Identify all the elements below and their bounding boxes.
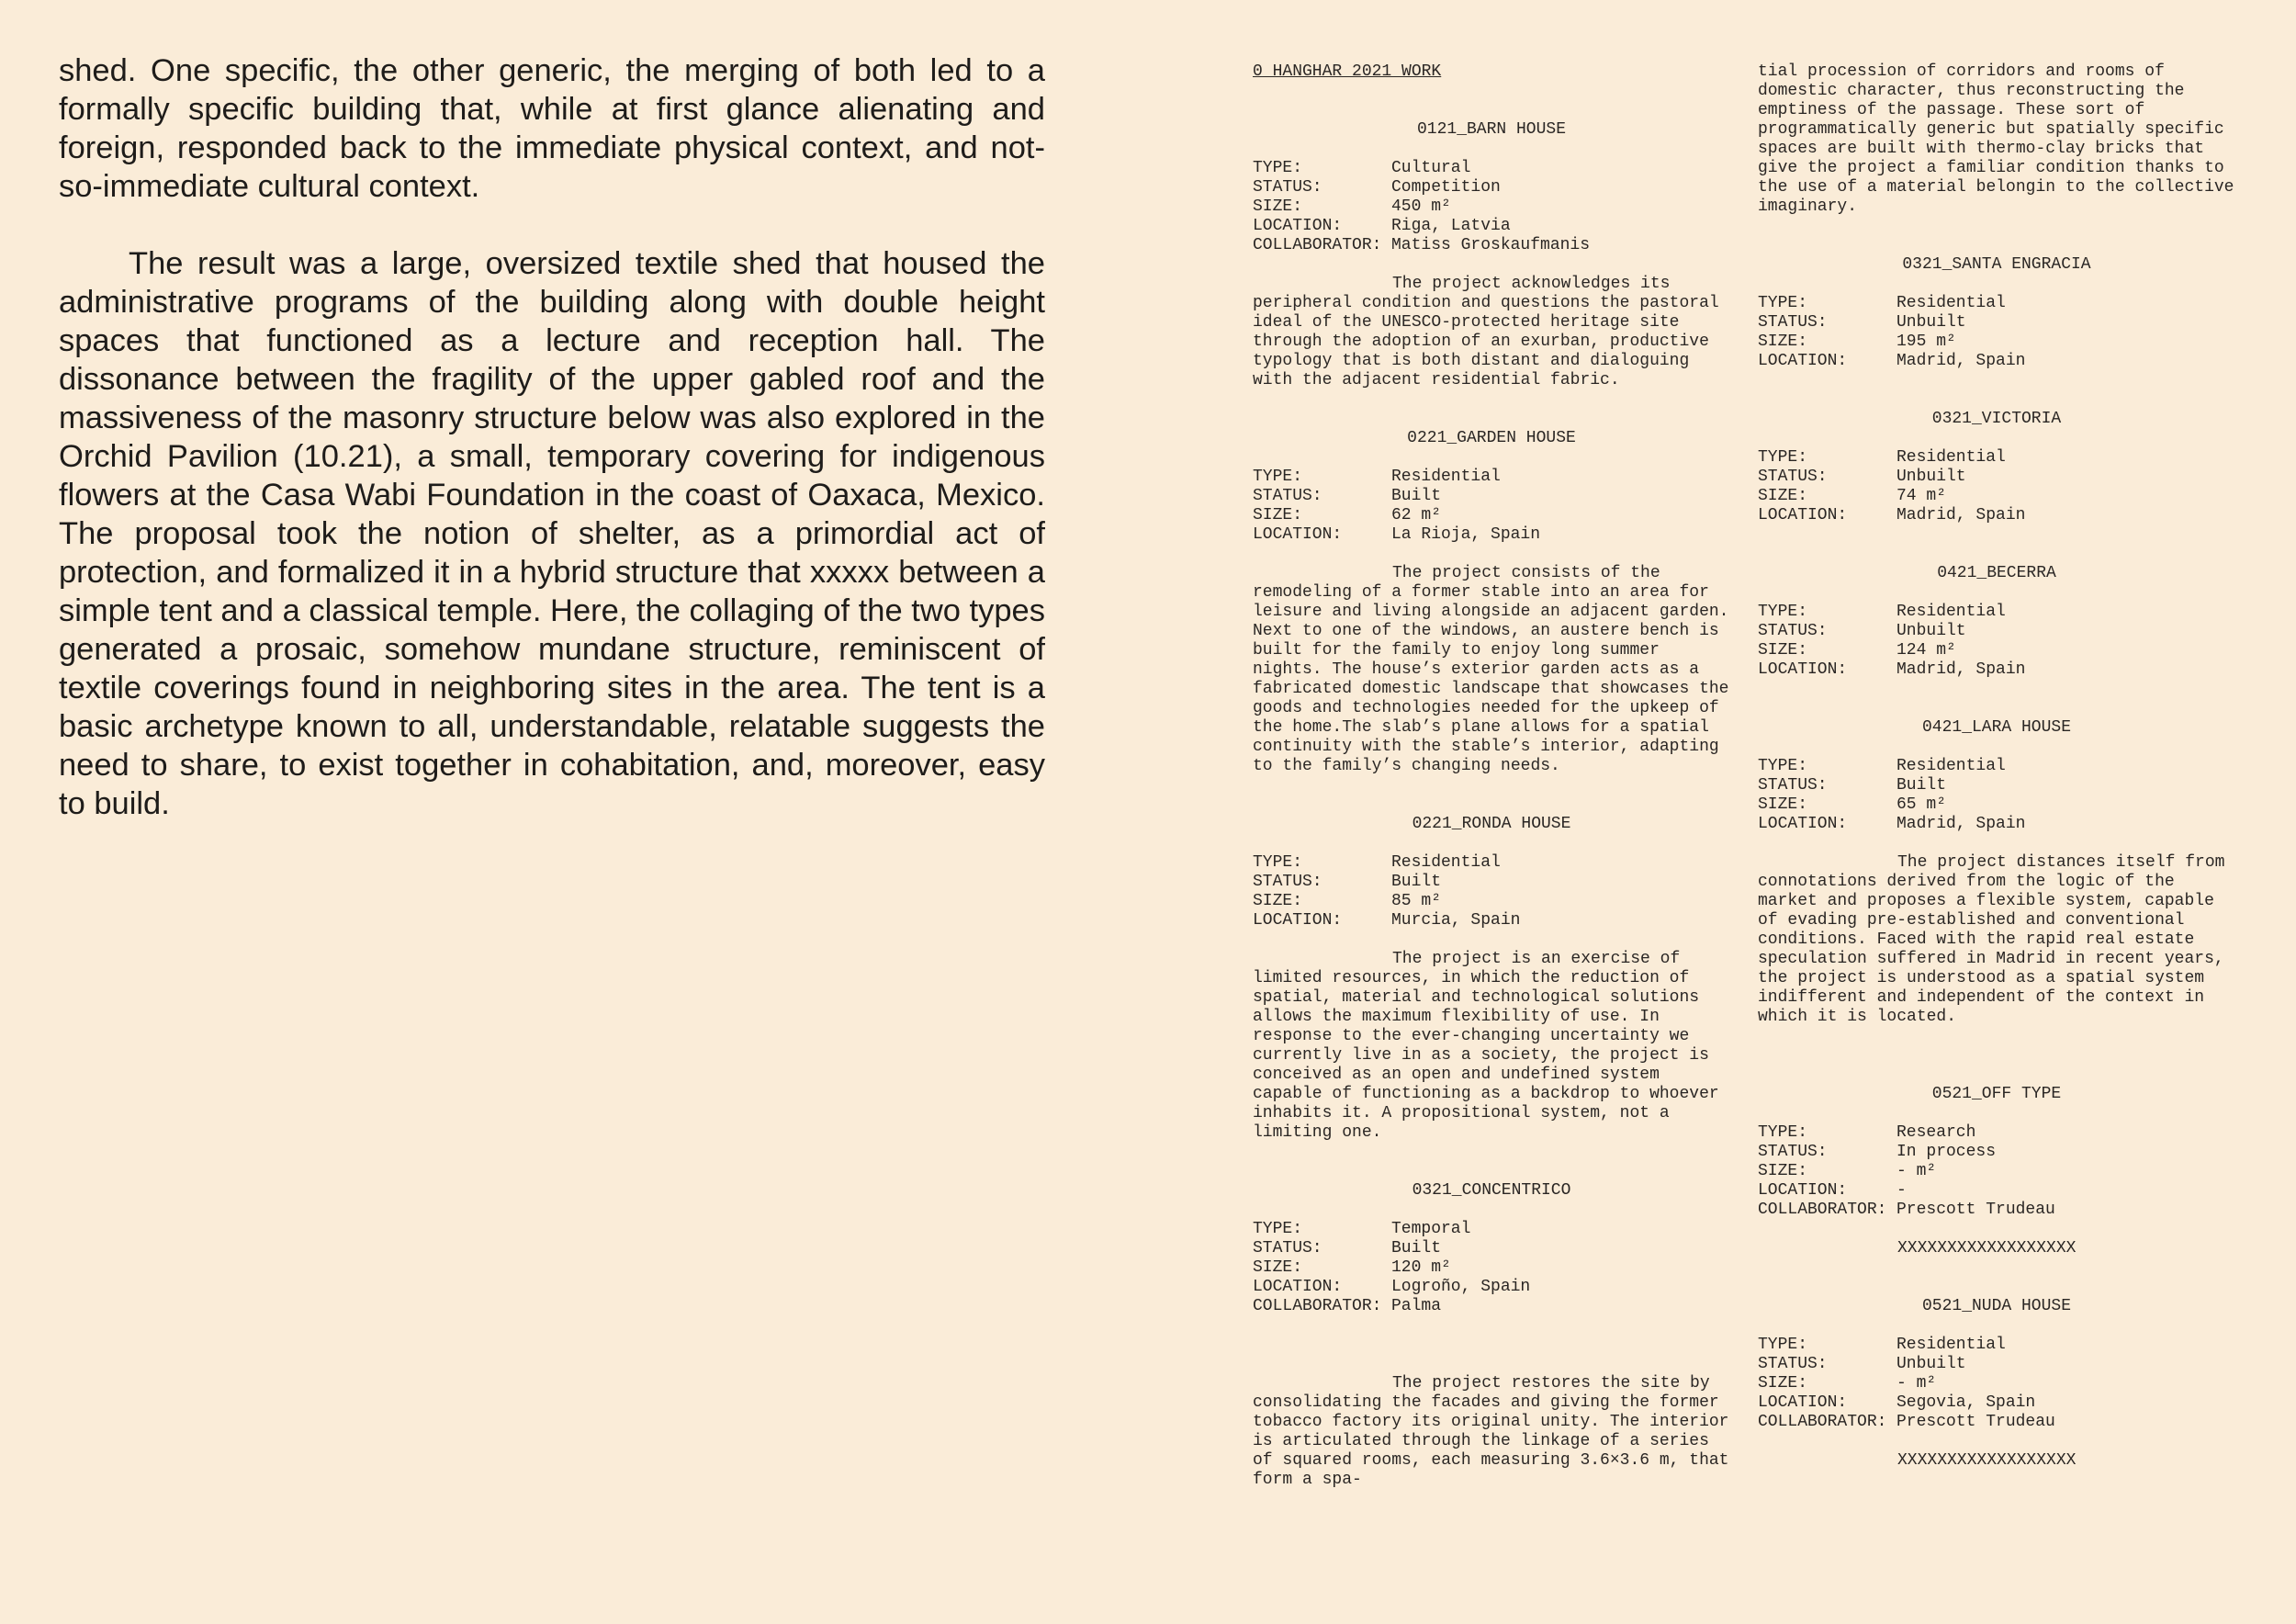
project-entry: [1758, 255, 2235, 371]
spec-value: 74 m²: [1896, 487, 1947, 505]
spec-row: [1758, 506, 2235, 525]
spec-label: LOCATION:: [1758, 1181, 1848, 1200]
project-description: The project is an exercise of limited resources, in which the reduction of spatial, material and technological solutions allows the maximum flexibility of use. In response to the ever-changing uncertainty we currently live in as a society, the project is conceived as an open and undefined system capable of functioning as a backdrop to whoever inhabits it. A propositional system, not a limiting one.: [1253, 950, 1719, 1142]
essay-paragraph: The result was a large, oversized textile shed that housed the administrative programs of the building along with double height spaces that functioned as a lecture and reception hall. The dissonance between the fragility of the upper gabled roof and the massiveness of the masonry structure below was also explored in the Orchid Pavilion (10.21), a small, temporary covering for indigenous flowers at the Casa Wabi Foundation in the coast of Oaxaca, Mexico. The proposal took the notion of shelter, as a primordial act of protection, and formalized it in a hybrid structure that xxxxx between a simple tent and a classical temple. Here, the collaging of the two types generated a prosaic, somehow mundane structure, reminiscent of textile coverings found in neighboring sites in the area. The tent is a basic archetype known to all, understandable, relatable suggests the need to share, to exist together in cohabitation, and, moreover, easy to build.: [59, 246, 1045, 821]
spec-value: Built: [1391, 1239, 1442, 1257]
project-description: The project restores the site by consolidating the facades and giving the former tobacco factory its original unity. The interior is articulated through the linkage of a series of squared rooms, each measuring 3.6×3.6 m, that form a spa-: [1253, 1374, 1729, 1489]
spec-row: [1758, 1393, 2235, 1413]
spec-value: -: [1896, 1181, 1907, 1200]
spec-row: [1253, 217, 1730, 236]
project-description-continuation: tial procession of corridors and rooms of domestic character, thus reconstructing the emptiness of the passage. These sort of programmatically generic but spatially specific spaces are built with thermo-clay bricks that give the project a familiar condition thanks to the use of a material belongin to the collective imaginary.: [1758, 62, 2234, 216]
spec-label: STATUS:: [1758, 776, 1828, 795]
spec-label: SIZE:: [1253, 892, 1303, 910]
spec-value: Residential: [1896, 757, 2006, 775]
spec-value: Unbuilt: [1896, 468, 1966, 486]
spec-label: LOCATION:: [1758, 506, 1848, 524]
spec-label: SIZE:: [1758, 641, 1808, 660]
spec-value: Temporal: [1391, 1220, 1471, 1238]
spec-value: Madrid, Spain: [1896, 815, 2026, 833]
spec-label: STATUS:: [1253, 1239, 1322, 1257]
essay-paragraph: shed. One specific, the other generic, the merging of both led to a formally specific building that, while at first glance alienating and foreign, responded back to the immediate physical context, and not-so-immediate cultural context.: [59, 53, 1045, 204]
spec-row: [1253, 468, 1730, 487]
spec-label: LOCATION:: [1253, 1278, 1343, 1296]
spec-row: [1253, 1297, 1730, 1316]
spec-value: La Rioja, Spain: [1391, 525, 1541, 544]
spec-label: STATUS:: [1253, 178, 1322, 197]
spec-value: Unbuilt: [1896, 313, 1966, 332]
spec-value: Segovia, Spain: [1896, 1393, 2036, 1412]
spec-row: [1758, 1336, 2235, 1355]
spec-label: TYPE:: [1758, 294, 1808, 312]
project-specs: [1758, 448, 2235, 525]
project-title: 0521_NUDA HOUSE: [1921, 1297, 2072, 1315]
spec-label: COLLABORATOR:: [1758, 1201, 1887, 1219]
spec-value: Prescott Trudeau: [1896, 1201, 2055, 1219]
spec-label: SIZE:: [1758, 795, 1808, 814]
spec-label: SIZE:: [1758, 1162, 1808, 1180]
spec-row: [1253, 1220, 1730, 1239]
spec-row: [1758, 660, 2235, 680]
spec-value: Residential: [1896, 603, 2006, 621]
spec-value: 65 m²: [1896, 795, 1947, 814]
spec-label: LOCATION:: [1253, 217, 1343, 235]
project-specs: [1758, 757, 2235, 834]
spec-value: Built: [1896, 776, 1947, 795]
catalog-column-right: [1758, 62, 2235, 1471]
spec-value: Logroño, Spain: [1391, 1278, 1531, 1296]
spec-row: [1758, 333, 2235, 352]
spec-row: [1758, 603, 2235, 622]
spec-value: Residential: [1391, 468, 1501, 486]
project-specs: [1758, 294, 2235, 371]
project-entry: [1253, 120, 1730, 390]
spec-label: LOCATION:: [1758, 1393, 1848, 1412]
spec-label: TYPE:: [1253, 853, 1303, 872]
project-entry: [1253, 429, 1730, 776]
project-title: 0421_BECERRA: [1937, 564, 2056, 582]
spec-row: [1253, 197, 1730, 217]
spec-label: SIZE:: [1758, 333, 1808, 351]
spec-row: [1758, 1143, 2235, 1162]
essay-column: [59, 51, 1045, 823]
spec-value: 124 m²: [1896, 641, 1956, 660]
project-entry: [1253, 815, 1730, 1143]
spec-value: Madrid, Spain: [1896, 660, 2026, 679]
spec-value: Competition: [1391, 178, 1501, 197]
spec-row: [1758, 313, 2235, 333]
catalog-header: 0_HANGHAR_2021_WORK: [1253, 62, 1442, 81]
spec-row: [1253, 873, 1730, 892]
spec-row: [1758, 294, 2235, 313]
project-title: 0421_LARA HOUSE: [1921, 718, 2072, 737]
project-title: 0221_GARDEN HOUSE: [1407, 429, 1576, 447]
project-description: The project consists of the remodeling of a former stable into an area for leisure and living alongside an adjacent garden. Next to one of the windows, an austere bench is built for the family to enjoy long summer nights. The house’s exterior garden acts as a fabricated domestic landscape that showcases the goods and technologies needed for the upkeep of the home.The slab’s plane allows for a spatial continuity with the stable’s interior, adapting to the family’s changing needs.: [1253, 564, 1729, 775]
spec-row: [1758, 1413, 2235, 1432]
spec-row: [1758, 1201, 2235, 1220]
spec-value: Built: [1391, 487, 1442, 505]
spec-label: LOCATION:: [1758, 660, 1848, 679]
spec-label: TYPE:: [1253, 468, 1303, 486]
spec-row: [1253, 892, 1730, 911]
spec-value: Residential: [1896, 448, 2006, 467]
project-specs: [1253, 468, 1730, 545]
spec-value: Palma: [1391, 1297, 1442, 1315]
spec-value: Murcia, Spain: [1391, 911, 1521, 930]
spec-row: [1253, 1239, 1730, 1258]
spec-row: [1758, 622, 2235, 641]
spec-label: COLLABORATOR:: [1253, 236, 1382, 254]
spec-row: [1758, 795, 2235, 815]
spec-row: [1253, 159, 1730, 178]
placeholder-text: XXXXXXXXXXXXXXXXXX: [1897, 1239, 2077, 1257]
spec-row: [1758, 641, 2235, 660]
spec-label: TYPE:: [1253, 1220, 1303, 1238]
project-entry: [1758, 718, 2235, 1027]
spec-row: [1758, 1374, 2235, 1393]
spec-label: SIZE:: [1253, 197, 1303, 216]
project-title: 0321_CONCENTRICO: [1412, 1181, 1571, 1200]
spec-row: [1253, 1278, 1730, 1297]
spec-label: STATUS:: [1253, 487, 1322, 505]
spec-label: LOCATION:: [1253, 525, 1343, 544]
spec-row: [1758, 1123, 2235, 1143]
project-title: 0221_RONDA HOUSE: [1412, 815, 1571, 833]
spec-value: Residential: [1896, 1336, 2006, 1354]
project-entry: [1758, 564, 2235, 680]
project-title: 0521_OFF TYPE: [1931, 1085, 2062, 1103]
spec-label: STATUS:: [1758, 468, 1828, 486]
spec-value: 85 m²: [1391, 892, 1442, 910]
spec-value: 120 m²: [1391, 1258, 1451, 1277]
spec-label: LOCATION:: [1253, 911, 1343, 930]
catalog-column-left: [1253, 62, 1730, 1490]
spec-value: - m²: [1896, 1374, 1937, 1393]
project-description: The project distances itself from connotations derived from the logic of the market and proposes a flexible system, capable of evading pre-established and conventional conditions. Faced with the rapid real estate speculation suffered in Madrid in recent years, the project is understood as a spatial system indifferent and independent of the context in which it is located.: [1758, 853, 2225, 1026]
project-specs: [1758, 1123, 2235, 1220]
spec-row: [1253, 236, 1730, 255]
spec-label: STATUS:: [1253, 873, 1322, 891]
spec-label: SIZE:: [1253, 506, 1303, 524]
spec-label: COLLABORATOR:: [1758, 1413, 1887, 1431]
spec-value: Madrid, Spain: [1896, 352, 2026, 370]
spec-value: In process: [1896, 1143, 1997, 1161]
spec-value: 62 m²: [1391, 506, 1442, 524]
spec-label: STATUS:: [1758, 1143, 1828, 1161]
spec-value: Residential: [1391, 853, 1501, 872]
spec-label: SIZE:: [1758, 1374, 1808, 1393]
project-specs: [1253, 159, 1730, 255]
spec-row: [1758, 1181, 2235, 1201]
project-specs: [1758, 603, 2235, 680]
spec-row: [1758, 1355, 2235, 1374]
placeholder-text: XXXXXXXXXXXXXXXXXX: [1897, 1451, 2077, 1470]
spec-value: Unbuilt: [1896, 622, 1966, 640]
spec-label: LOCATION:: [1758, 815, 1848, 833]
spec-label: TYPE:: [1758, 1123, 1808, 1142]
spec-label: STATUS:: [1758, 313, 1828, 332]
spec-value: Unbuilt: [1896, 1355, 1966, 1373]
project-title: 0321_SANTA ENGRACIA: [1902, 255, 2091, 274]
spec-label: COLLABORATOR:: [1253, 1297, 1382, 1315]
spec-value: Research: [1896, 1123, 1976, 1142]
spec-label: TYPE:: [1758, 603, 1808, 621]
spec-row: [1253, 487, 1730, 506]
spec-value: 195 m²: [1896, 333, 1956, 351]
spec-value: Madrid, Spain: [1896, 506, 2026, 524]
spec-value: Matiss Groskaufmanis: [1391, 236, 1591, 254]
project-entry: [1758, 1297, 2235, 1471]
project-entry: [1253, 1181, 1730, 1490]
spec-row: [1758, 757, 2235, 776]
spec-label: LOCATION:: [1758, 352, 1848, 370]
spec-value: - m²: [1896, 1162, 1937, 1180]
spec-row: [1758, 352, 2235, 371]
spec-value: 450 m²: [1391, 197, 1451, 216]
spec-row: [1758, 815, 2235, 834]
project-specs: [1253, 1220, 1730, 1316]
spec-label: TYPE:: [1758, 448, 1808, 467]
spec-row: [1253, 525, 1730, 545]
spec-label: SIZE:: [1758, 487, 1808, 505]
spec-row: [1758, 448, 2235, 468]
spec-row: [1758, 487, 2235, 506]
spec-row: [1758, 1162, 2235, 1181]
spec-label: TYPE:: [1253, 159, 1303, 177]
project-title: 0321_VICTORIA: [1931, 410, 2062, 428]
spec-label: STATUS:: [1758, 1355, 1828, 1373]
project-title: 0121_BARN HOUSE: [1416, 120, 1567, 139]
project-description: The project acknowledges its peripheral condition and questions the pastoral ideal of the UNESCO-protected heritage site through the adoption of an exurban, productive typology that is both distant and dialoguing with the adjacent residential fabric.: [1253, 275, 1719, 389]
project-specs: [1253, 853, 1730, 930]
spec-row: [1253, 853, 1730, 873]
spec-row: [1758, 468, 2235, 487]
spec-row: [1253, 506, 1730, 525]
spec-value: Residential: [1896, 294, 2006, 312]
spec-label: TYPE:: [1758, 757, 1808, 775]
spec-label: STATUS:: [1758, 622, 1828, 640]
project-specs: [1758, 1336, 2235, 1432]
spec-value: Riga, Latvia: [1391, 217, 1511, 235]
spec-value: Prescott Trudeau: [1896, 1413, 2055, 1431]
spec-label: TYPE:: [1758, 1336, 1808, 1354]
spec-row: [1253, 178, 1730, 197]
project-entry: [1758, 1085, 2235, 1258]
spec-value: Built: [1391, 873, 1442, 891]
spec-label: SIZE:: [1253, 1258, 1303, 1277]
spec-value: Cultural: [1391, 159, 1471, 177]
spec-row: [1253, 911, 1730, 930]
spec-row: [1758, 776, 2235, 795]
project-entry: [1758, 410, 2235, 525]
spec-row: [1253, 1258, 1730, 1278]
